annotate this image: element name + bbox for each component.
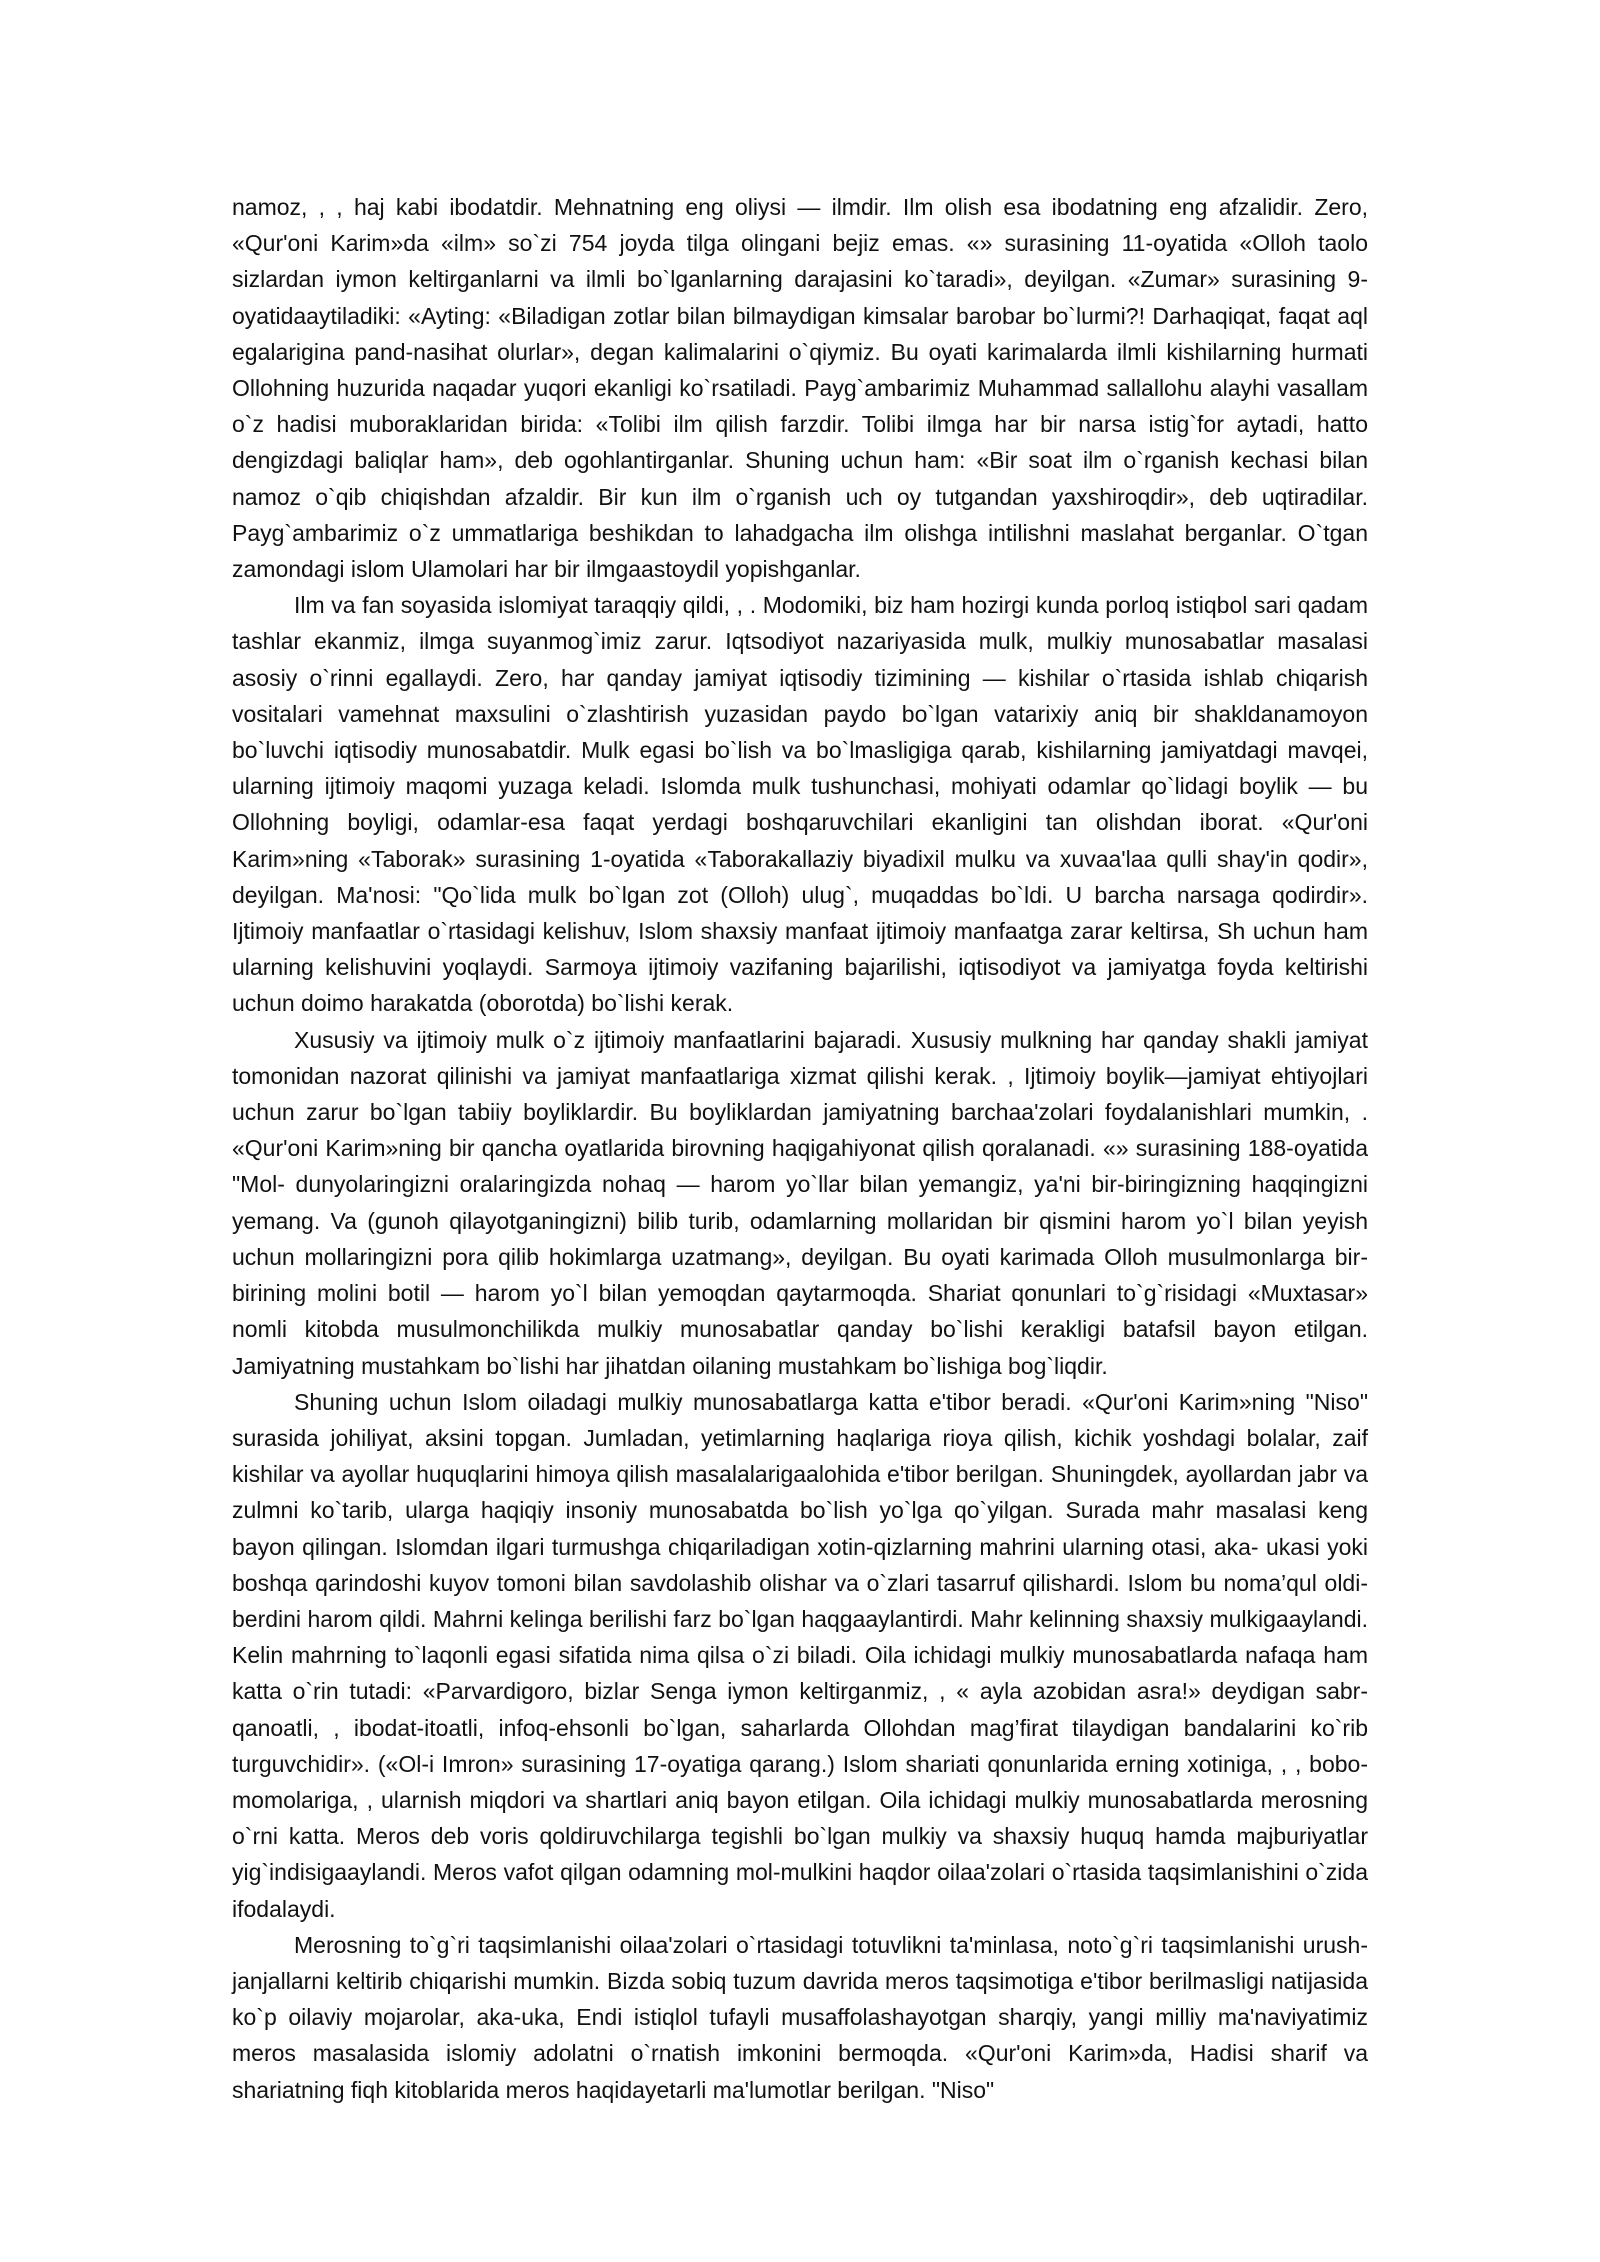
paragraph-2: Ilm va fan soyasida islomiyat taraqqiy qildi, , . Modomiki, biz ham hozirgi kunda porloq istiqbol sari qadam tashlar ekanmiz, ilmga suyanmog`imiz zarur. Iqtsodiyot nazariyasida mulk, mulkiy munosabatlar masalasi asosiy o`rinni egallaydi. Zero, har qanday jamiyat iqtisodiy tizimining — kishilar o`rtasida ishlab chiqarish vositalari vamehnat maxsulini o`zlashtirish yuzasidan paydo bo`lgan vatarixiy aniq bir shakldanamoyon bo`luvchi iqtisodiy munosabatdir. Mulk egasi bo`lish va bo`lmasligiga qarab, kishilarning jamiyatdagi mavqei, ularning ijtimoiy maqomi yuzaga keladi. Islomda mulk tushunchasi, mohiyati odamlar qo`lidagi boylik — bu Ollohning boyligi, odamlar-esa faqat yerdagi boshqaruvchilari ekanligini tan olishdan iborat. «Qur'oni Karim»ning «Taborak» surasining 1-oyatida «Taborakallaziy biyadixil mulku va xuvaa'laa qulli shay'in qodir», deyilgan. Ma'nosi: "Qo`lida mulk bo`lgan zot (Olloh) ulug`, muqaddas bo`ldi. U barcha narsaga qodirdir». Ijtimoiy manfaatlar o`rtasidagi kelishuv, Islom shaxsiy manfaat ijtimoiy manfaatga zarar keltirsa, Sh uchun ham ularning kelishuvini yoqlaydi. Sarmoya ijtimoiy vazifaning bajarilishi, iqtisodiyot va jamiyatga foyda keltirishi uchun doimo harakatda (oborotda) bo`lishi kerak. xyxy=(232,592,1368,1017)
paragraph-3: Xususiy va ijtimoiy mulk o`z ijtimoiy manfaatlarini bajaradi. Xususiy mulkning har qanday shakli jamiyat tomonidan nazorat qilinishi va jamiyat manfaatlariga xizmat qilishi kerak. , Ijtimoiy boylik—jamiyat ehtiyojlari uchun zarur bo`lgan tabiiy boyliklardir. Bu boyliklardan jamiyatning barchaa'zolari foydalanishlari mumkin, . «Qur'oni Karim»ning bir qancha oyatlarida birovning haqigahiyonat qilish qoralanadi. «» surasining 188-oyatida "Mol- dunyolaringizni oralaringizda nohaq — harom yo`llar bilan yemangiz, ya'ni bir-biringizning haqqingizni yemang. Va (gunoh qilayotganingizni) bilib turib, odamlarning mollaridan bir qismini harom yo`l bilan yeyish uchun mollaringizni pora qilib hokimlarga uzatmang», deyilgan. Bu oyati karimada Olloh musulmonlarga bir-birining molini botil — harom yo`l bilan yemoqdan qaytarmoqda. Shariat qonunlari to`g`risidagi «Muxtasar» nomli kitobda musulmonchilikda mulkiy munosabatlar qanday bo`lishi kerakligi batafsil bayon etilgan. Jamiyatning mustahkam bo`lishi har jihatdan oilaning mustahkam bo`lishiga bog`liqdir. xyxy=(232,1026,1368,1379)
paragraph-1: namoz, , , haj kabi ibodatdir. Mehnatning eng oliysi — ilmdir. Ilm olish esa ibodatning eng afzalidir. Zero, «Qur'oni Karim»da «ilm» so`zi 754 joyda tilga olingani bejiz emas. «» surasining 11-oyatida «Olloh taolo sizlardan iymon keltirganlarni va ilmli bo`lganlarning darajasini ko`taradi», deyilgan. «Zumar» surasining 9- oyatidaaytiladiki: «Ayting: «Biladigan zotlar bilan bilmaydigan kimsalar barobar bo`lurmi?! Darhaqiqat, faqat aql egalarigina pand-nasihat olurlar», degan kalimalarini o`qiymiz. Bu oyati karimalarda ilmli kishilarning hurmati Ollohning huzurida naqadar yuqori ekanligi ko`rsatiladi. Payg`ambarimiz Muhammad sallallohu alayhi vasallam o`z hadisi muboraklaridan birida: «Tolibi ilm qilish farzdir. Tolibi ilmga har bir narsa istig`for aytadi, hatto dengizdagi baliqlar ham», deb ogohlantirganlar. Shuning uchun ham: «Bir soat ilm o`rganish kechasi bilan namoz o`qib chiqishdan afzaldir. Bir kun ilm o`rganish uch oy tutgandan yaxshiroqdir», deb uqtiradilar. Payg`ambarimiz o`z ummatlariga beshikdan to lahadgacha ilm olishga intilishni maslahat berganlar. O`tgan zamondagi islom Ulamolari har bir ilmgaastoydil yopishganlar. xyxy=(232,194,1368,583)
paragraph-5: Merosning to`g`ri taqsimlanishi oilaa'zolari o`rtasidagi totuvlikni ta'minlasa, noto`g`ri taqsimlanishi urush-janjallarni keltirib chiqarishi mumkin. Bizda sobiq tuzum davrida meros taqsimotiga e'tibor berilmasligi natijasida ko`p oilaviy mojarolar, aka-uka, Endi istiqlol tufayli musaffolashayotgan sharqiy, yangi milliy ma'naviyatimiz meros masalasida islomiy adolatni o`rnatish imkonini bermoqda. «Qur'oni Karim»da, Hadisi sharif va shariatning fiqh kitoblarida meros haqidayetarli ma'lumotlar berilgan. "Niso" xyxy=(232,1931,1368,2103)
document-body xyxy=(232,189,1368,2108)
paragraph-4: Shuning uchun Islom oiladagi mulkiy munosabatlarga katta e'tibor beradi. «Qur'oni Karim»ning "Niso" surasida johiliyat, aksini topgan. Jumladan, yetimlarning haqlariga rioya qilish, kichik yoshdagi bolalar, zaif kishilar va ayollar huquqlarini himoya qilish masalalarigaalohida e'tibor berilgan. Shuningdek, ayollardan jabr va zulmni ko`tarib, ularga haqiqiy insoniy munosabatda bo`lish yo`lga qo`yilgan. Surada mahr masalasi keng bayon qilingan. Islomdan ilgari turmushga chiqariladigan xotin-qizlarning mahrini ularning otasi, aka- ukasi yoki boshqa qarindoshi kuyov tomoni bilan savdolashib olishar va o`zlari tasarruf qilishardi. Islom bu noma’qul oldi-berdini harom qildi. Mahrni kelinga berilishi farz bo`lgan haqgaaylantirdi. Mahr kelinning shaxsiy mulkigaaylandi. Kelin mahrning to`laqonli egasi sifatida nima qilsa o`zi biladi. Oila ichidagi mulkiy munosabatlarda nafaqa ham katta o`rin tutadi: «Parvardigoro, bizlar Senga iymon keltirganmiz, , « ayla azobidan asra!» deydigan sabr-qanoatli, , ibodat-itoatli, infoq-ehsonli bo`lgan, saharlarda Ollohdan mag’firat tilaydigan bandalarini ko`rib turguvchidir». («Ol-i Imron» surasining 17-oyatiga qarang.) Islom shariati qonunlarida erning xotiniga, , , bobo-momolariga, , ularnish miqdori va shartlari aniq bayon etilgan. Oila ichidagi mulkiy munosabatlarda merosning o`rni katta. Meros deb voris qoldiruvchilarga tegishli bo`lgan mulkiy va shaxsiy huquq hamda majburiyatlar yig`indisigaaylandi. Meros vafot qilgan odamning mol-mulkini haqdor oilaa'zolari o`rtasida taqsimlanishini o`zida ifodalaydi. xyxy=(232,1388,1368,1922)
